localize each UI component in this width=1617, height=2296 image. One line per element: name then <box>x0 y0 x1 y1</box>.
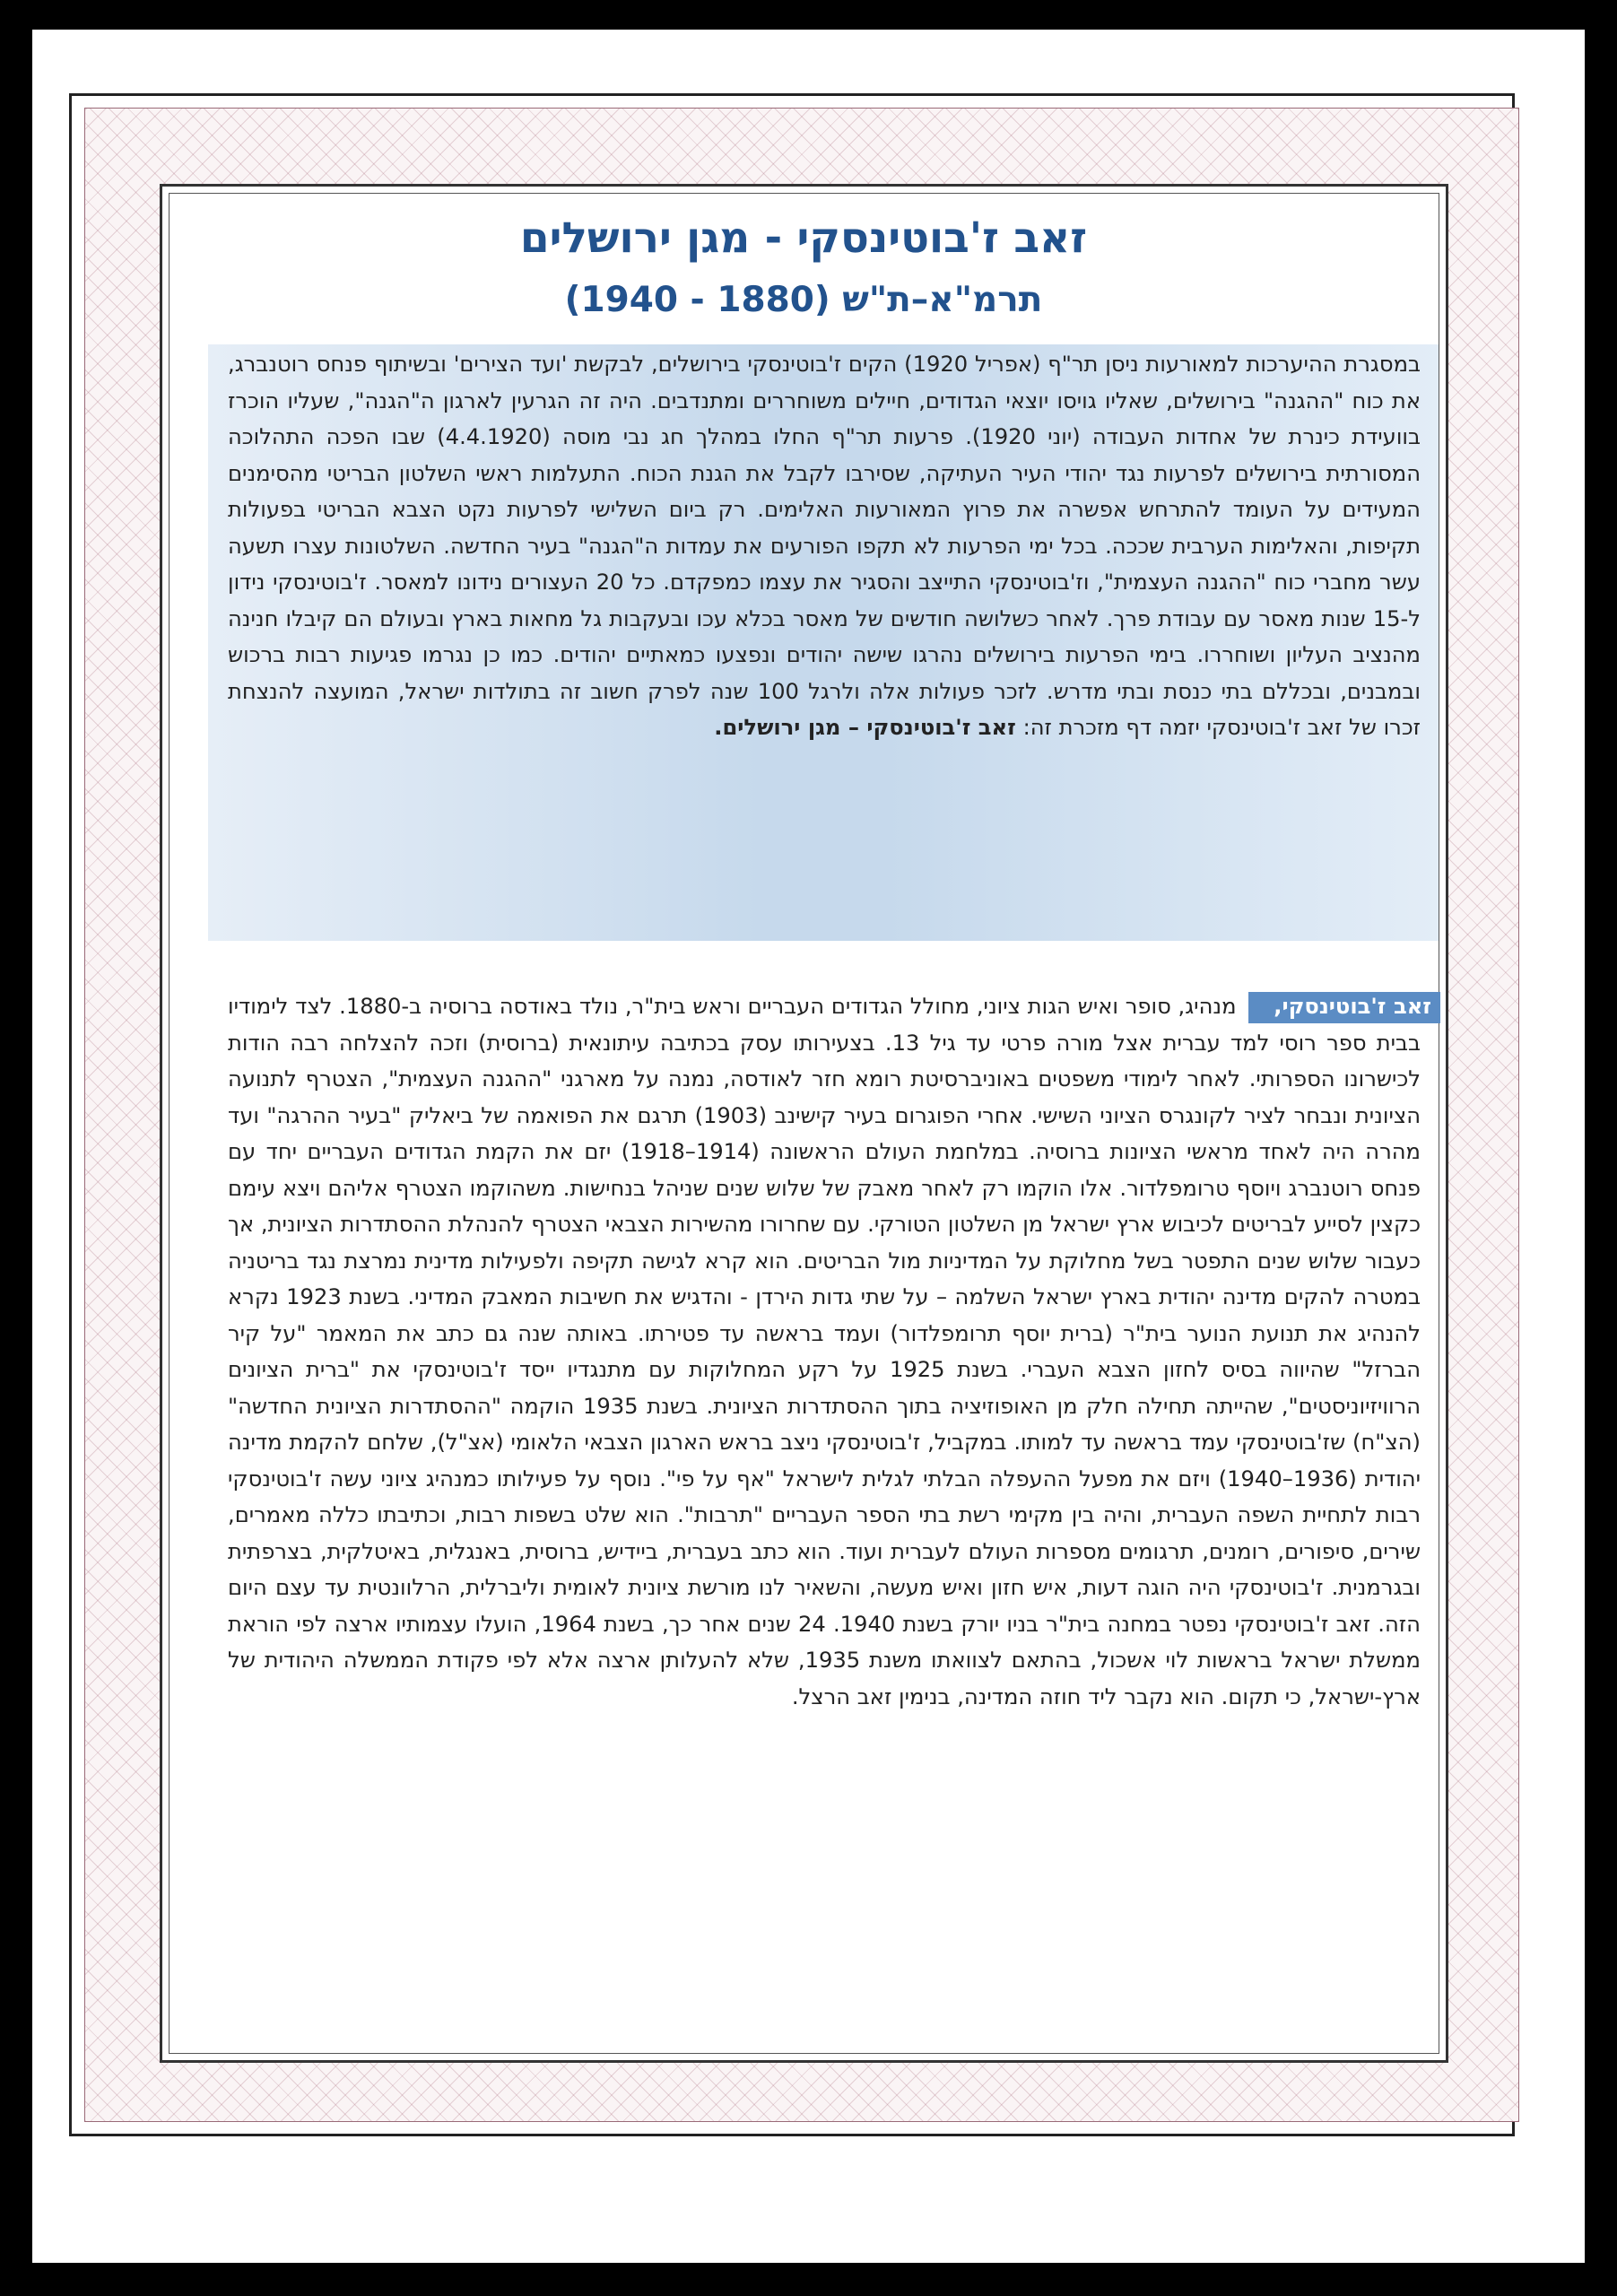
intro-text: במסגרת ההיערכות למאורעות ניסן תר"ף (אפריל 1920) הקים ז'בוטינסקי בירושלים, לבקשת 'ועד הצירים' ובשיתוף פנחס רוטנברג, את כוח "ההגנה" בירושלים, שאליו גויסו יוצאי הגדודים, חיילים משוחררים ומתנדבים. היה זה הגרעין לארגון ה"הגנה", שעליו הוכרז בוועידת כינרת של אחדות העבודה (יוני 1920). פרעות תר"ף החלו במהלך חג נבי מוסה (4.4.1920) שבו הפכה התהלוכה המסורתית בירושלים לפרעות נגד יהודי העיר העתיקה, שסירבו לקבל את הגנת הכוח. התעלמות ראשי השלטון הבריטי מהסימנים המעידים על העומד להתרחש אפשרה את פרוץ המאורעות האלימים. רק ביום השלישי לפרעות נקט הצבא הבריטי בפעולות תקיפות, והאלימות הערבית שככה. בכל ימי הפרעות לא תקפו הפורעים את עמדות ה"הגנה" בעיר החדשה. השלטונות עצרו תשעה עשר מחברי כוח "ההגנה העצמית", וז'בוטינסקי התייצב והסגיר את עצמו כמפקדם. כל 20 העצורים נידונו למאסר. ז'בוטינסקי נידון ל-15 שנות מאסר עם עבודת פרך. לאחר כשלושה חודשים של מאסר בכלא עכו ובעקבות גל מחאות בארץ ובעולם הם קיבלו חנינה מהנציב העליון ושוחררו. בימי הפרעות בירושלים נהרגו שישה יהודים ונפצעו כמאתיים יהודים. כמו כן נגרמו פגיעות רבות ברכוש ובמבנים, ובכללם בתי כנסת ובתי מדרש. לזכר פעולות אלה ולרגל 100 שנה לפרק חשוב זה בתולדות ישראל, המועצה להנצחת זכרו של זאב ז'בוטינסקי יזמה דף מזכרת זה: <box>228 352 1421 740</box>
page-subtitle: תרמ"א–ת"ש (1880 - 1940) <box>564 280 1043 320</box>
bio-paragraph <box>228 988 1431 1715</box>
intro-bold-title: זאב ז'בוטינסקי – מגן ירושלים. <box>714 715 1016 740</box>
name-tag: זאב ז'בוטינסקי, <box>1248 992 1440 1023</box>
page-title: זאב ז'בוטינסקי - מגן ירושלים <box>519 213 1088 263</box>
bio-text: מנהיג, סופר ואיש הגות ציוני, מחולל הגדודים העבריים וראש בית"ר, נולד באודסה ברוסיה ב-1880. לצד לימודיו בבית ספר רוסי למד עברית אצל מורה פרטי עד גיל 13. בצעירותו עסק בכתיבה עיתונאית (ברוסית) וזכה להצלחה רבה הודות לכישרונו הספרותי. לאחר לימודי משפטים באוניברסיטת רומא חזר לאודסה, נמנה על מארגני "ההגנה העצמית", הצטרף לתנועה הציונית ונבחר לציר לקונגרס הציוני השישי. אחרי הפוגרום בעיר קישינב (1903) תרגם את הפואמה של ביאליק "בעיר ההרגה" ועד מהרה היה לאחד מראשי הציונות ברוסיה. במלחמת העולם הראשונה (1914–1918) יזם את הקמת הגדודים העבריים יחד עם פנחס רוטנברג ויוסף טרומפלדור. אלו הוקמו רק לאחר מאבק של שלוש שנים שניהל בנחישות. משהוקמו הצטרף אליהם ויצא עימם כקצין לסייע לבריטים לכיבוש ארץ ישראל מן השלטון הטורקי. עם שחרורו מהשירות הצבאי הצטרף להנהלת ההסתדרות הציונית, אך כעבור שלוש שנים התפטר בשל מחלוקת על המדיניות מול הבריטים. הוא קרא לגישה תקיפה ולפעילות מדינית נמרצת נגד בריטניה במטרה להקים מדינה יהודית בארץ ישראל השלמה – על שתי גדות הירדן - והדגיש את חשיבות המאבק המדיני. בשנת 1923 נקרא להנהיג את תנועת הנוער בית"ר (ברית יוסף תרומפלדור) ועמד בראשה עד פטירתו. באותה שנה גם כתב את המאמר "על קיר הברזל" שהיווה בסיס לחזון הצבא העברי. בשנת 1925 על רקע המחלוקות עם מתנגדיו ייסד ז'בוטינסקי את "ברית הציונים הרוויזיוניסטים", שהייתה תחילה חלק מן האופוזיציה בתוך ההסתדרות הציונית. בשנת 1935 הוקמה "ההסתדרות הציונית החדשה" (הצ"ח) שז'בוטינסקי עמד בראשה עד למותו. במקביל, ז'בוטינסקי ניצב בראש הארגון הצבאי הלאומי (אצ"ל), שלחם להקמת מדינה יהודית (1936–1940) ויזם את מפעל ההעפלה הבלתי לגלית לישראל "אף על פי". נוסף על פעילותו כמנהיג ציוני עשה ז'בוטינסקי רבות לתחיית השפה העברית, והיה בין מקימי רשת בתי הספר העבריים "תרבות". הוא שלט בשפות רבות, וכתיבתו כללה מאמרים, שירים, סיפורים, רומנים, תרגומים מספרות העולם לעברית ועוד. הוא כתב בעברית, ביידיש, ברוסית, באנגלית, באיטלקית, בצרפתית ובגרמנית. ז'בוטינסקי היה הוגה דעות, איש חזון ואיש מעשה, והשאיר לנו מורשת ציונית לאומית וליברלית, הרלוונטית עד עצם היום הזה. זאב ז'בוטינסקי נפטר במחנה בית"ר בניו יורק בשנת 1940. 24 שנים אחר כך, בשנת 1964, הועלו עצמותיו ארצה לפי הוראת ממשלת ישראל בראשות לוי אשכול, בהתאם לצוואתו משנת 1935, שלא להעלותן ארצה אלא לפי פקודת הממשלה היהודית של ארץ-ישראל, כי תקום. הוא נקבר ליד חוזה המדינה, בנימין זאב הרצל. <box>228 994 1421 1709</box>
intro-paragraph <box>228 346 1421 746</box>
